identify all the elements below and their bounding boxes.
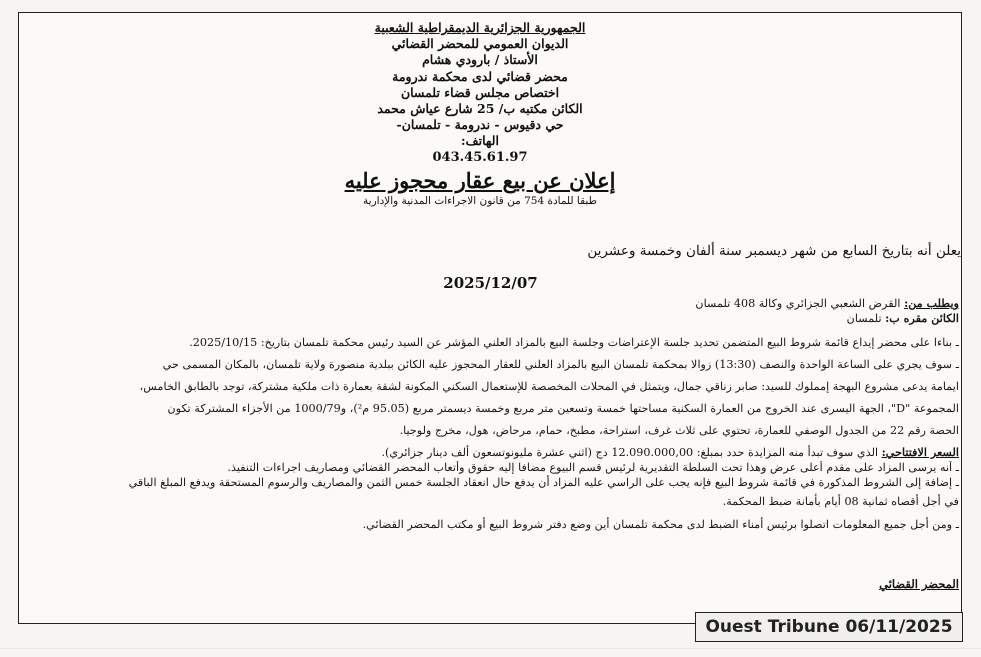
header-line-office: الديوان العمومي للمحضر القضائي xyxy=(391,36,569,52)
notice-subtitle: طبقا للمادة 754 من قانون الاجراءات المدنية والإدارية xyxy=(363,194,597,207)
header-line-republic: الجمهورية الجزائرية الديمقراطية الشعبية xyxy=(374,20,586,35)
notice-body xyxy=(22,292,959,536)
header-phone-number: 043.45.61.97 xyxy=(432,149,528,165)
requester-label: ويطلب من: xyxy=(904,296,959,310)
source-label: Ouest Tribune 06/11/2025 xyxy=(695,612,963,642)
opening-price-label: السعر الافتتاحي: xyxy=(881,445,959,459)
header-line-phone-label: الهاتف: xyxy=(461,133,499,149)
announcement-line: يعلن أنه بتاريخ السابع من شهر ديسمبر سنة ألفان وخمسة وعشرين xyxy=(587,243,961,259)
condition-line: ـ أنه يرسى المزاد على مقدم أعلى عرض وهذا تحت السلطة التقديرية لرئيس قسم البيوع مضافا إليه حقوق وأتعاب المحضر القضائي ومصاريف اجراءات التنفيذ. xyxy=(227,461,959,474)
header-line-court: محضر قضائي لدى محكمة ندرومة xyxy=(392,68,568,84)
opening-price-row xyxy=(22,444,959,461)
notice-title: إعلان عن بيع عقار محجوز عليه xyxy=(344,167,616,193)
bailiff-signature: المحضر القضائي xyxy=(879,577,959,591)
condition-line: في أجل أقصاه ثمانية 08 أيام بأمانة ضبط المحكمة. xyxy=(722,495,959,508)
header-line-name: الأستاذ / بارودي هشام xyxy=(422,52,538,68)
header-line-jurisdiction: اختصاص مجلس قضاء تلمسان xyxy=(400,84,560,100)
scan-artifact xyxy=(0,648,981,649)
address-label: الكائن مقره ب: xyxy=(885,311,959,325)
paragraph-line: ـ سوف يجري على الساعة الواحدة والنصف (13:30) زوالا بمحكمة تلمسان البيع بالمزاد العلني للعقار المحجوز عليه الكائن ببلدية منصورة ولاية تلمسان، بالمكان المسمى حي xyxy=(162,358,959,371)
paragraph-line: الحصة رقم 22 من الجدول الوصفي للعمارة، تحتوي على ثلاث غرف، استراحة، مطبخ، حمام، مرحاض، هول، مخرج ولوجيا. xyxy=(399,424,959,437)
opening-price-value: الذي سوف تبدأ منه المزايدة حدد بمبلغ: 12.090.000,00 دج (اثني عشرة مليونوتسعون ألف دينار جزائري). xyxy=(381,446,879,459)
header-line-address: الكائن مكتبه ب/ 25 شارع عياش محمد xyxy=(377,101,583,117)
paragraph-line: ايمامة يدعى مشروع البهجة إمملوك للسيد: صابر زناقي جمال، ويتمثل في المحلات المخصصة للإستعمال السكني المكونة لشقة بعمارة ذات ملكية مشتركة، توجد بالطابق الخامس، xyxy=(139,380,959,393)
paragraph-line: المجموعة "D"، الجهة اليسرى عند الخروج من العمارة السكنية مساحتها خمسة وتسعين متر مربع وخمسة ديسمتر مربع (95.05 م²)، و1000/79 من الأجزاء المشتركة تكون xyxy=(167,402,959,415)
requester-row xyxy=(22,296,959,311)
address-row xyxy=(22,311,959,326)
header-line-district: حي دقيوس - ندرومة - تلمسان- xyxy=(396,117,564,133)
condition-line: ـ ومن أجل جميع المعلومات اتصلوا برئيس أمناء الضبط لدى محكمة تلمسان أين وضع دفتر شروط البيع أو مكتب المحضر القضائي. xyxy=(362,518,959,531)
address-value: تلمسان xyxy=(846,312,882,325)
sale-date: 2025/12/07 xyxy=(443,274,538,292)
condition-line: ـ إضافة إلى الشروط المذكورة في قائمة شروط البيع فإنه يجب على الراسي عليه المزاد أن يدفع حال انعقاد الجلسة خمس الثمن والمصاريف والرسوم المستحقة ويدفع المبلغ الباقي xyxy=(128,476,959,489)
paragraph-line: ـ بناءا على محضر إيداع قائمة شروط البيع المتضمن تحديد جلسة الإعتراضات وجلسة البيع بالمزاد العلني المؤشر عن السيد رئيس محكمة تلمسان بتاريخ: 2025/10/15. xyxy=(189,336,959,349)
notice-header xyxy=(220,20,740,208)
requester-value: القرض الشعبي الجزائري وكالة 408 تلمسان xyxy=(695,297,901,310)
